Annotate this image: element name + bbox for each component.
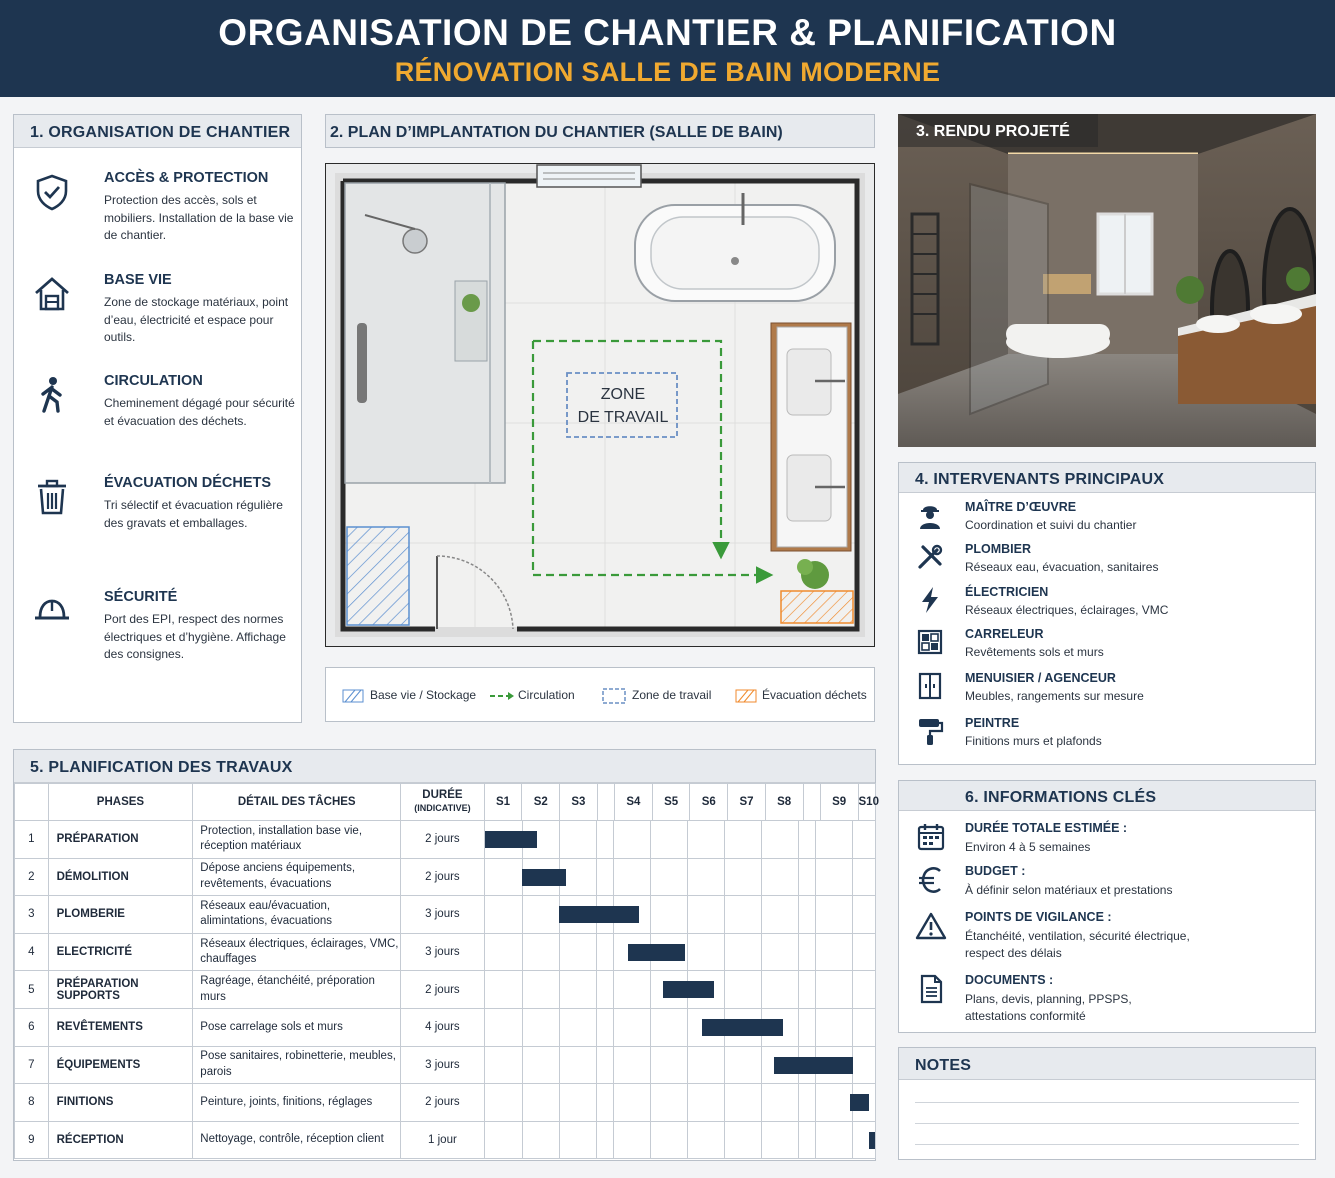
org-item-text: Zone de stockage matériaux, point d’eau, électricité et espace pour outils. (104, 295, 289, 344)
timeline-gridline (687, 859, 688, 896)
gantt-bar (522, 869, 566, 886)
euro-icon (915, 864, 947, 896)
info-text: Étanchéité, ventilation, sécurité électrique, respect des délais (965, 929, 1190, 960)
base-vie-zone (347, 527, 409, 625)
timeline-gridline (650, 1047, 651, 1084)
timeline-gridline (596, 1009, 597, 1046)
intervenant-title: MENUISIER / AGENCEUR (965, 671, 1116, 685)
timeline-gridline (687, 821, 688, 858)
evacuation-zone (781, 591, 853, 623)
intervenant-text: Revêtements sols et murs (965, 645, 1104, 659)
timeline-gridline (815, 1084, 816, 1121)
timeline-gridline (613, 1084, 614, 1121)
timeline-gridline (613, 821, 614, 858)
timeline-gridline (596, 1122, 597, 1159)
header-duree-note: (INDICATIVE) (414, 803, 471, 813)
header-num (15, 784, 49, 821)
intervenant-title: PLOMBIER (965, 542, 1031, 556)
row-timeline (484, 1008, 875, 1046)
timeline-gridline (761, 1047, 762, 1084)
notes-line (915, 1123, 1299, 1124)
timeline-gridline (798, 821, 799, 858)
timeline-gridline (852, 1009, 853, 1046)
week-header: S9 (820, 784, 858, 821)
row-number: 3 (15, 896, 49, 934)
timeline-gridline (798, 934, 799, 971)
org-item-title: ÉVACUATION DÉCHETS (104, 475, 272, 491)
gantt-bar (663, 981, 715, 998)
timeline-gridline (724, 821, 725, 858)
timeline-gridline (596, 1047, 597, 1084)
timeline-gridline (522, 1084, 523, 1121)
row-detail: Pose sanitaires, robinetterie, meubles, parois (193, 1046, 401, 1084)
gantt-row (15, 858, 876, 896)
row-number: 9 (15, 1121, 49, 1159)
timeline-gridline (724, 896, 725, 933)
row-timeline (484, 858, 875, 896)
row-phase: FINITIONS (48, 1084, 193, 1122)
row-duree: 4 jours (401, 1008, 485, 1046)
timeline-gridline (798, 1009, 799, 1046)
rendu-heading: 3. RENDU PROJETÉ (898, 114, 1098, 147)
row-duree: 1 jour (401, 1121, 485, 1159)
site-plan (325, 163, 875, 647)
intervenant-text: Réseaux électriques, éclairages, VMC (965, 603, 1169, 617)
timeline-gridline (798, 971, 799, 1008)
projected-render-image (898, 114, 1316, 447)
row-detail: Réseaux électriques, éclairages, VMC, chauffages (193, 933, 401, 971)
row-number: 4 (15, 933, 49, 971)
organisation-heading: 1. ORGANISATION DE CHANTIER (14, 115, 301, 148)
timeline-gridline (596, 971, 597, 1008)
timeline-gridline (687, 934, 688, 971)
gantt-row (15, 896, 876, 934)
warning-icon (915, 910, 947, 942)
timeline-gridline (650, 971, 651, 1008)
timeline-gridline (522, 1122, 523, 1159)
row-number: 8 (15, 1084, 49, 1122)
plan-heading-panel (325, 114, 875, 148)
row-duree: 2 jours (401, 821, 485, 859)
document-icon (915, 973, 947, 1005)
org-item-title: SÉCURITÉ (104, 589, 178, 605)
timeline-gridline (596, 821, 597, 858)
timeline-gridline (761, 1084, 762, 1121)
intervenant-title: MAÎTRE D’ŒUVRE (965, 500, 1077, 514)
timeline-gridline (724, 1047, 725, 1084)
timeline-gridline (596, 1084, 597, 1121)
planning-heading: 5. PLANIFICATION DES TRAVAUX (14, 750, 875, 783)
row-timeline (484, 1084, 875, 1122)
week-header: S7 (728, 784, 766, 821)
gantt-row (15, 1084, 876, 1122)
timeline-gridline (798, 1122, 799, 1159)
gantt-row (15, 821, 876, 859)
timeline-gridline (761, 1122, 762, 1159)
tiles-icon (915, 627, 945, 657)
intervenant-text: Réseaux eau, évacuation, sanitaires (965, 560, 1159, 574)
timeline-gridline (815, 1122, 816, 1159)
timeline-gridline (761, 971, 762, 1008)
row-duree: 2 jours (401, 1084, 485, 1122)
timeline-gridline (559, 1047, 560, 1084)
org-item-text: Protection des accès, sols et mobiliers. Installation de la base vie de chantier. (104, 193, 294, 242)
timeline-gridline (522, 896, 523, 933)
header-phases: PHASES (48, 784, 193, 821)
row-timeline (484, 971, 875, 1009)
gantt-row (15, 971, 876, 1009)
intervenant-title: CARRELEUR (965, 627, 1044, 641)
timeline-gridline (613, 934, 614, 971)
gantt-row (15, 1008, 876, 1046)
row-phase: PRÉPARATION (48, 821, 193, 859)
timeline-gridline (650, 859, 651, 896)
timeline-gridline (761, 859, 762, 896)
page-title: ORGANISATION DE CHANTIER & PLANIFICATION (218, 12, 1117, 53)
gantt-row (15, 1121, 876, 1159)
timeline-gridline (798, 1084, 799, 1121)
walking-person-icon (32, 375, 72, 415)
timeline-gridline (761, 896, 762, 933)
page-header (0, 0, 1335, 97)
info-title: POINTS DE VIGILANCE : (965, 910, 1112, 924)
intervenant-title: ÉLECTRICIEN (965, 585, 1049, 599)
row-phase: ELECTRICITÉ (48, 933, 193, 971)
week-header: S8 (765, 784, 803, 821)
timeline-gridline (798, 896, 799, 933)
timeline-gridline (815, 971, 816, 1008)
gantt-bar (628, 944, 685, 961)
notes-line (915, 1144, 1299, 1145)
row-duree: 3 jours (401, 933, 485, 971)
timeline-gridline (522, 1009, 523, 1046)
intervenants-heading: 4. INTERVENANTS PRINCIPAUX (899, 463, 1315, 493)
timeline-gridline (687, 1047, 688, 1084)
timeline-gridline (559, 1122, 560, 1159)
row-phase: ÉQUIPEMENTS (48, 1046, 193, 1084)
timeline-gridline (724, 1084, 725, 1121)
gantt-table (14, 783, 879, 1159)
timeline-gridline (815, 934, 816, 971)
row-duree: 3 jours (401, 1046, 485, 1084)
intervenant-text: Finitions murs et plafonds (965, 734, 1102, 748)
timeline-gridline (650, 821, 651, 858)
gantt-row (15, 1046, 876, 1084)
base-vie-swatch (342, 689, 364, 703)
paint-roller-icon (915, 716, 945, 746)
timeline-gridline (852, 934, 853, 971)
gantt-bar (774, 1057, 854, 1074)
plan-heading: 2. PLAN D’IMPLANTATION DU CHANTIER (SALLE DE BAIN) (330, 124, 783, 141)
informations-heading: 6. INFORMATIONS CLÉS (899, 781, 1315, 811)
calendar-icon (915, 821, 947, 853)
timeline-gridline (852, 821, 853, 858)
org-item-text: Port des EPI, respect des normes électriques et d’hygiène. Affichage des consignes. (104, 612, 286, 661)
timeline-gridline (815, 859, 816, 896)
gantt-bar (559, 906, 639, 923)
house-icon (32, 274, 72, 314)
timeline-gridline (522, 1047, 523, 1084)
timeline-gridline (613, 1009, 614, 1046)
timeline-gridline (687, 1122, 688, 1159)
week-header: S2 (522, 784, 560, 821)
row-phase: PLOMBERIE (48, 896, 193, 934)
page-subtitle: RÉNOVATION SALLE DE BAIN MODERNE (394, 57, 941, 87)
gantt-bar (850, 1094, 869, 1111)
notes-line (915, 1102, 1299, 1103)
header-detail: DÉTAIL DES TÂCHES (193, 784, 401, 821)
week-header: S6 (690, 784, 728, 821)
info-text: À définir selon matériaux et prestations (965, 883, 1173, 897)
info-title: DURÉE TOTALE ESTIMÉE : (965, 821, 1128, 835)
timeline-gridline (724, 1122, 725, 1159)
timeline-gridline (852, 896, 853, 933)
row-number: 6 (15, 1008, 49, 1046)
notes-panel (898, 1047, 1316, 1160)
header-duree (401, 784, 485, 821)
gantt-bar (869, 1132, 875, 1149)
row-number: 2 (15, 858, 49, 896)
floor-plan-drawing (325, 163, 875, 647)
timeline-gridline (559, 821, 560, 858)
row-phase: REVÊTEMENTS (48, 1008, 193, 1046)
row-timeline (484, 933, 875, 971)
timeline-gridline (559, 934, 560, 971)
informations-panel (898, 780, 1316, 1033)
legend-base-vie: Base vie / Stockage (370, 688, 477, 702)
timeline-gridline (613, 1047, 614, 1084)
timeline-gridline (761, 934, 762, 971)
intervenant-title: PEINTRE (965, 716, 1020, 730)
gantt-header-row (15, 784, 876, 821)
timeline-gridline (687, 1084, 688, 1121)
gantt-row (15, 933, 876, 971)
org-item-title: ACCÈS & PROTECTION (104, 170, 269, 186)
cabinet-icon (915, 671, 945, 701)
row-duree: 2 jours (401, 858, 485, 896)
timeline-gridline (596, 859, 597, 896)
timeline-gridline (650, 1122, 651, 1159)
timeline-gridline (852, 1122, 853, 1159)
timeline-gridline (815, 821, 816, 858)
notes-heading: NOTES (899, 1048, 1315, 1080)
intervenant-text: Coordination et suivi du chantier (965, 518, 1137, 532)
timeline-gridline (559, 1084, 560, 1121)
row-detail: Dépose anciens équipements, revêtements, évacuations (193, 858, 401, 896)
row-duree: 2 jours (401, 971, 485, 1009)
timeline-gridline (596, 934, 597, 971)
legend-circulation: Circulation (518, 688, 575, 702)
timeline-gridline (798, 859, 799, 896)
row-phase: DÉMOLITION (48, 858, 193, 896)
header-duree-label: DURÉE (422, 789, 463, 801)
row-duree: 3 jours (401, 896, 485, 934)
timeline-gridline (852, 859, 853, 896)
row-number: 1 (15, 821, 49, 859)
info-text: Environ 4 à 5 semaines (965, 840, 1091, 854)
row-timeline (484, 1121, 875, 1159)
timeline-gridline (613, 859, 614, 896)
org-item-title: BASE VIE (104, 272, 172, 288)
week-spacer (803, 784, 820, 821)
timeline-gridline (559, 1009, 560, 1046)
row-detail: Ragréage, étanchéité, préporation murs (193, 971, 401, 1009)
worker-icon (915, 500, 945, 530)
timeline-gridline (613, 971, 614, 1008)
timeline-gridline (650, 1009, 651, 1046)
row-detail: Nettoyage, contrôle, réception client (193, 1121, 401, 1159)
timeline-gridline (613, 1122, 614, 1159)
timeline-gridline (687, 1009, 688, 1046)
zone-label-line2: DE TRAVAIL (577, 409, 669, 426)
intervenants-panel (898, 462, 1316, 765)
row-number: 5 (15, 971, 49, 1009)
timeline-gridline (724, 971, 725, 1008)
timeline-gridline (559, 971, 560, 1008)
timeline-gridline (815, 1009, 816, 1046)
timeline-gridline (650, 1084, 651, 1121)
hard-hat-icon (32, 591, 72, 631)
week-header: S3 (560, 784, 598, 821)
timeline-gridline (852, 971, 853, 1008)
organisation-panel (13, 114, 302, 723)
org-item-title: CIRCULATION (104, 373, 203, 389)
row-phase: RÉCEPTION (48, 1121, 193, 1159)
row-number: 7 (15, 1046, 49, 1084)
timeline-gridline (687, 896, 688, 933)
timeline-gridline (650, 896, 651, 933)
row-detail: Pose carrelage sols et murs (193, 1008, 401, 1046)
row-detail: Réseaux eau/évacuation, alimintations, évacuations (193, 896, 401, 934)
row-timeline (484, 896, 875, 934)
week-header: S5 (652, 784, 690, 821)
row-phase: PRÉPARATION SUPPORTS (48, 971, 193, 1009)
org-item-text: Tri sélectif et évacuation régulière des gravats et emballages. (104, 498, 283, 530)
row-detail: Peinture, joints, finitions, réglages (193, 1084, 401, 1122)
zone-travail-swatch (602, 688, 626, 704)
zone-label-line1: ZONE (600, 386, 646, 403)
trash-icon (32, 477, 72, 517)
timeline-gridline (724, 934, 725, 971)
gantt-bar (485, 831, 537, 848)
row-timeline (484, 821, 875, 859)
legend-zone-travail: Zone de travail (632, 688, 712, 702)
evacuation-swatch (735, 689, 757, 703)
timeline-gridline (522, 971, 523, 1008)
timeline-gridline (761, 821, 762, 858)
lightning-icon (915, 585, 945, 615)
intervenant-text: Meubles, rangements sur mesure (965, 689, 1144, 703)
timeline-gridline (724, 859, 725, 896)
timeline-gridline (815, 896, 816, 933)
week-header: S4 (615, 784, 653, 821)
week-header: S1 (484, 784, 522, 821)
circulation-swatch (489, 689, 515, 703)
week-header: S10 (858, 784, 875, 821)
info-title: BUDGET : (965, 864, 1026, 878)
timeline-gridline (522, 934, 523, 971)
row-timeline (484, 1046, 875, 1084)
gantt-bar (702, 1019, 783, 1036)
shield-icon (32, 172, 72, 212)
info-title: DOCUMENTS : (965, 973, 1054, 987)
legend-evacuation: Évacuation déchets (762, 688, 867, 702)
row-detail: Protection, installation base vie, réception matériaux (193, 821, 401, 859)
planning-panel (13, 749, 879, 1161)
wrench-icon (915, 542, 945, 572)
plan-legend (325, 667, 875, 722)
week-spacer (597, 784, 614, 821)
org-item-text: Cheminement dégagé pour sécurité et évacuation des déchets. (104, 396, 295, 428)
info-text: Plans, devis, planning, PPSPS, attestations conformité (965, 992, 1132, 1023)
